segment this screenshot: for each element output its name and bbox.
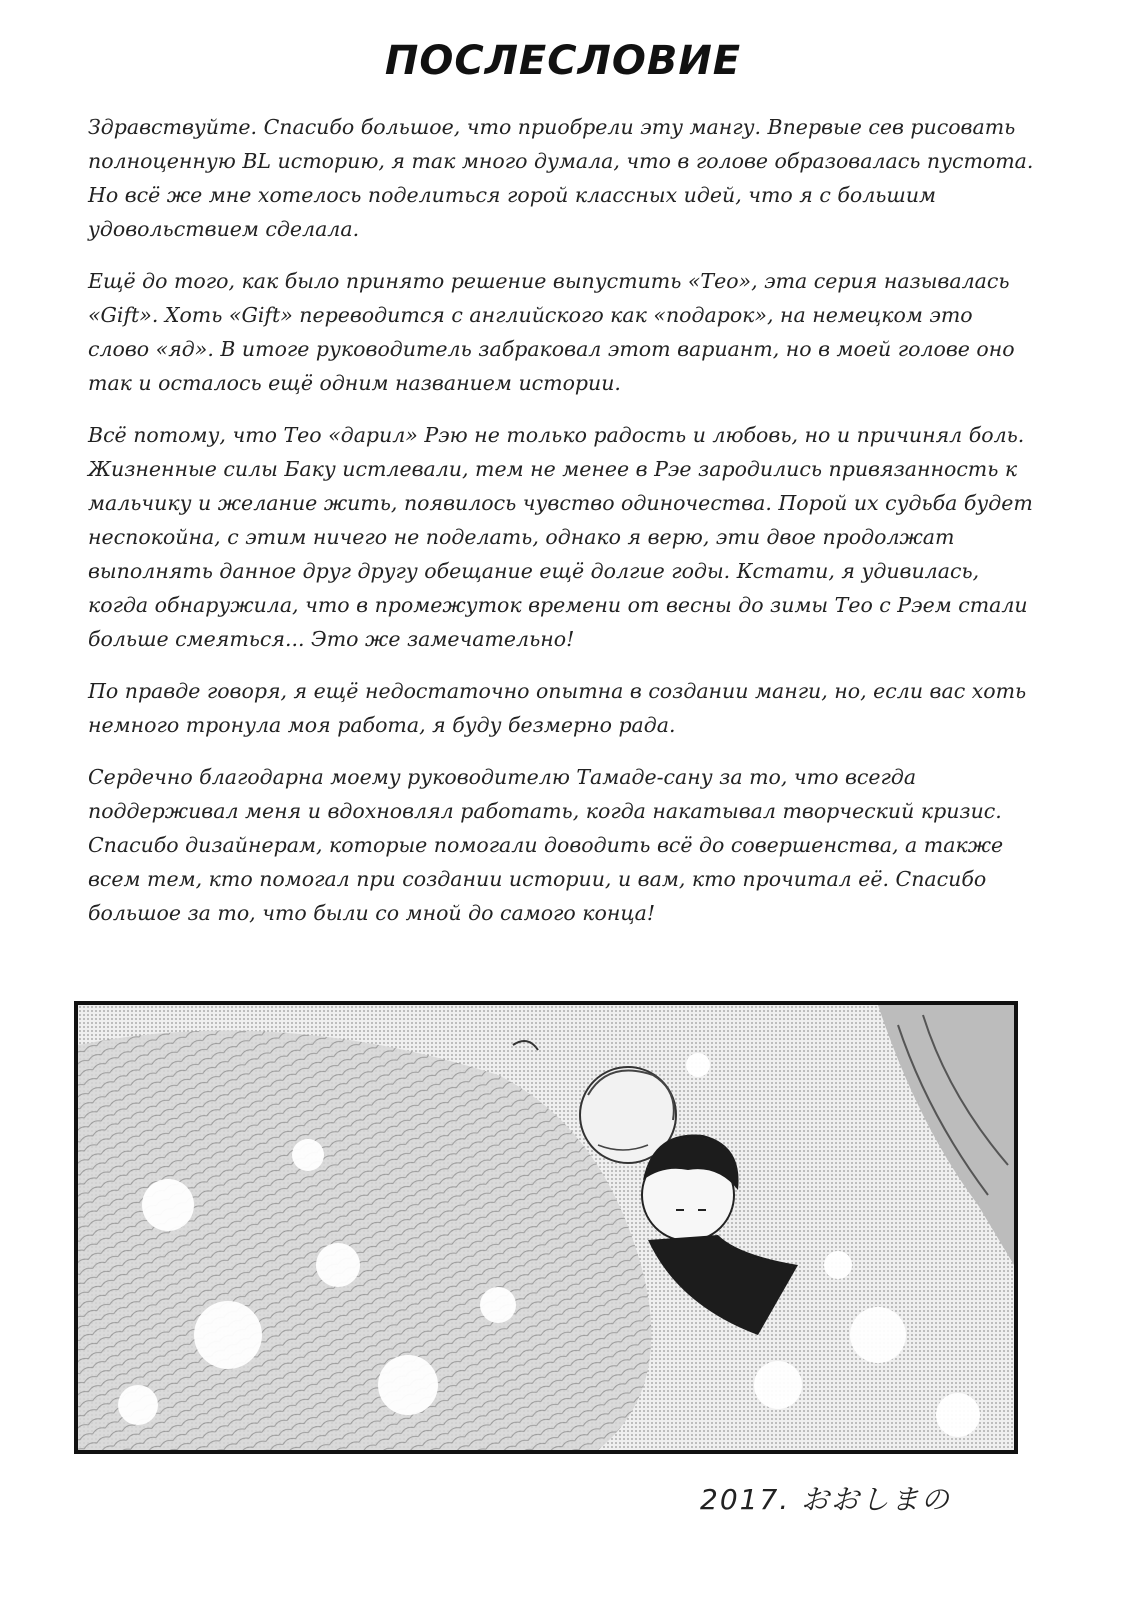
- paragraph: Ещё до того, как было принято решение выпустить «Тео», эта серия называлась «Gift». Хоть «Gift» переводится с английского как «подарок», на немецком это слово «яд». В итоге руководитель забраковал этот вариант, но в моей голове оно так и осталось ещё одним названием истории.: [88, 269, 1015, 395]
- illustration-drawing: [78, 1005, 1014, 1450]
- paragraph: По правде говоря, я ещё недостаточно опытна в создании манги, но, если вас хоть немного тронула моя работа, я буду безмерно рада.: [88, 679, 1027, 737]
- paragraph: Здравствуйте. Спасибо большое, что приобрели эту мангу. Впервые сев рисовать полноценную BL историю, я так много думала, что в голове образовалась пустота. Но всё же мне хотелось поделиться горой классных идей, что я с большим удовольствием сделала.: [88, 115, 1034, 241]
- afterword-text: [88, 110, 1036, 948]
- paragraph: Сердечно благодарна моему руководителю Тамаде-сану за то, что всегда поддерживал меня и вдохновлял работать, когда накатывал творческий кризис. Спасибо дизайнерам, которые помогали доводить всё до совершенства, а также всем тем, кто помогал при создании истории, и вам, кто прочитал её. Спасибо большое за то, что были со мной до самого конца!: [88, 765, 1004, 925]
- manga-illustration-panel: [74, 1001, 1018, 1454]
- signature-text: 2017. おおしまの: [700, 1483, 952, 1516]
- page-title: ПОСЛЕСЛОВИЕ: [384, 38, 742, 84]
- paragraph: Всё потому, что Тео «дарил» Рэю не только радость и любовь, но и причинял боль. Жизненные силы Баку истлевали, тем не менее в Рэе зародились привязанность к мальчику и желание жить, появилось чувство одиночества. Порой их судьба будет неспокойна, с этим ничего не поделать, однако я верю, эти двое продолжат выполнять данное друг другу обещание ещё долгие годы. Кстати, я удивилась, когда обнаружила, что в промежуток времени от весны до зимы Тео с Рэем стали больше смеяться... Это же замечательно!: [88, 423, 1033, 651]
- author-signature: [700, 1470, 980, 1530]
